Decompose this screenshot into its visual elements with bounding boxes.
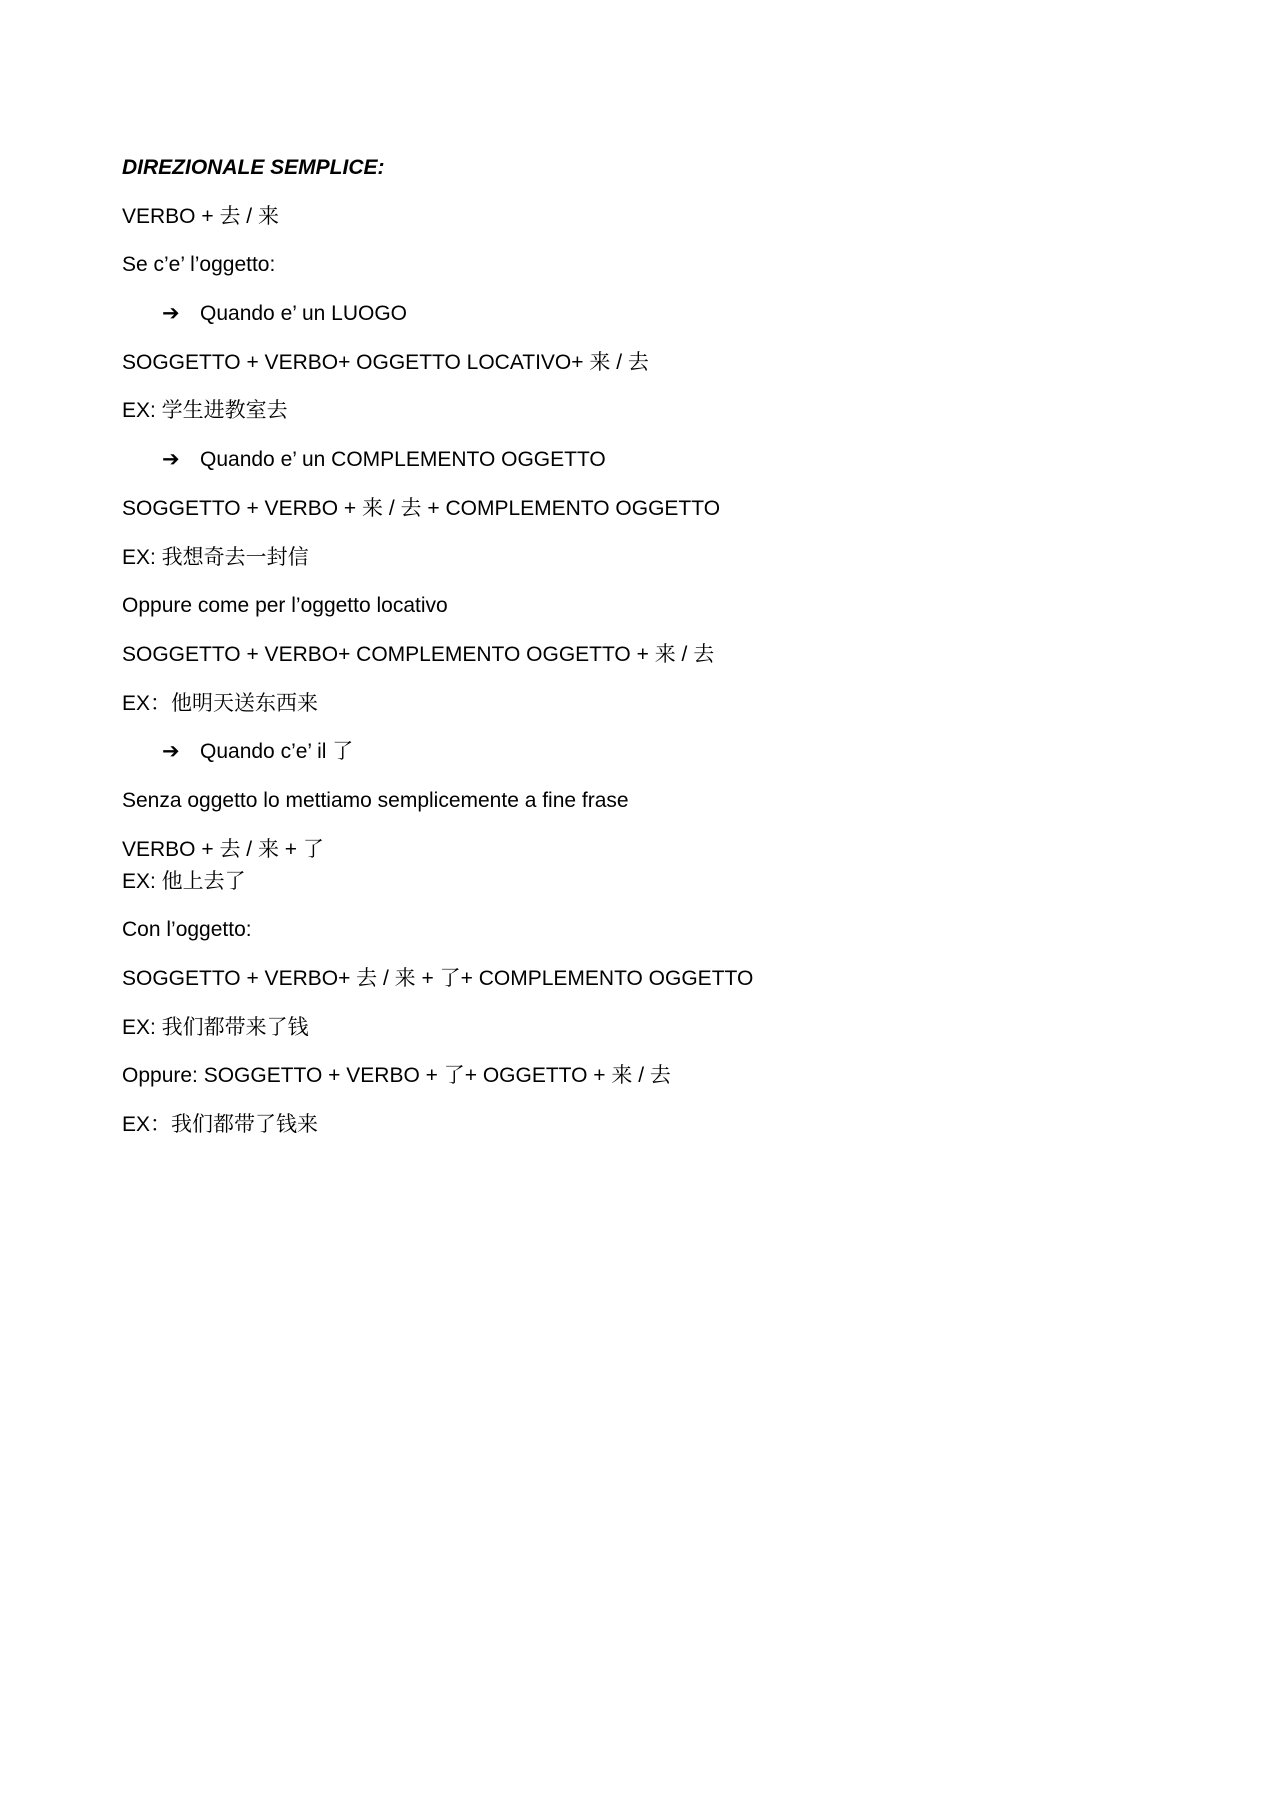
example-line: EX: 我们都带来了钱 xyxy=(122,1015,309,1039)
bullet-text: Quando c’e’ il 了 xyxy=(200,740,354,764)
example-line: EX: 他上去了 xyxy=(122,869,246,893)
text-line: Se c’e’ l’oggetto: xyxy=(122,253,276,277)
bullet-item xyxy=(122,445,1162,474)
document-body xyxy=(122,153,1162,1159)
example-line: EX：他明天送东西来 xyxy=(122,691,319,715)
example-line: EX：我们都带了钱来 xyxy=(122,1113,319,1137)
text-line: SOGGETTO + VERBO+ 去 / 来 + 了+ COMPLEMENTO OGGETTO xyxy=(122,967,754,990)
right-arrow-icon: ➔ xyxy=(162,302,180,326)
text-line: SOGGETTO + VERBO + 来 / 去 + COMPLEMENTO OGGETTO xyxy=(122,496,721,520)
document-title: DIREZIONALE SEMPLICE: xyxy=(122,156,385,179)
text-line: Oppure: SOGGETTO + VERBO + 了+ OGGETTO + 来 / 去 xyxy=(122,1064,671,1088)
text-line: Oppure come per l’oggetto locativo xyxy=(122,594,448,618)
text-line: VERBO + 去 / 来 + 了 xyxy=(122,837,324,861)
example-line: EX: 学生进教室去 xyxy=(122,399,288,423)
text-line: SOGGETTO + VERBO+ OGGETTO LOCATIVO+ 来 / 去 xyxy=(122,350,649,374)
text-line: SOGGETTO + VERBO+ COMPLEMENTO OGGETTO + 来 / 去 xyxy=(122,642,715,666)
right-arrow-icon: ➔ xyxy=(162,740,180,764)
bullet-item xyxy=(122,737,1162,766)
text-line: VERBO + 去 / 来 xyxy=(122,204,279,228)
bullet-text: Quando e’ un LUOGO xyxy=(200,302,408,326)
right-arrow-icon: ➔ xyxy=(162,448,180,472)
text-line: Con l’oggetto: xyxy=(122,918,252,942)
bullet-text: Quando e’ un COMPLEMENTO OGGETTO xyxy=(200,448,606,472)
example-line: EX: 我想奇去一封信 xyxy=(122,545,309,569)
text-line: Senza oggetto lo mettiamo semplicemente a fine frase xyxy=(122,788,629,812)
bullet-item xyxy=(122,299,1162,328)
